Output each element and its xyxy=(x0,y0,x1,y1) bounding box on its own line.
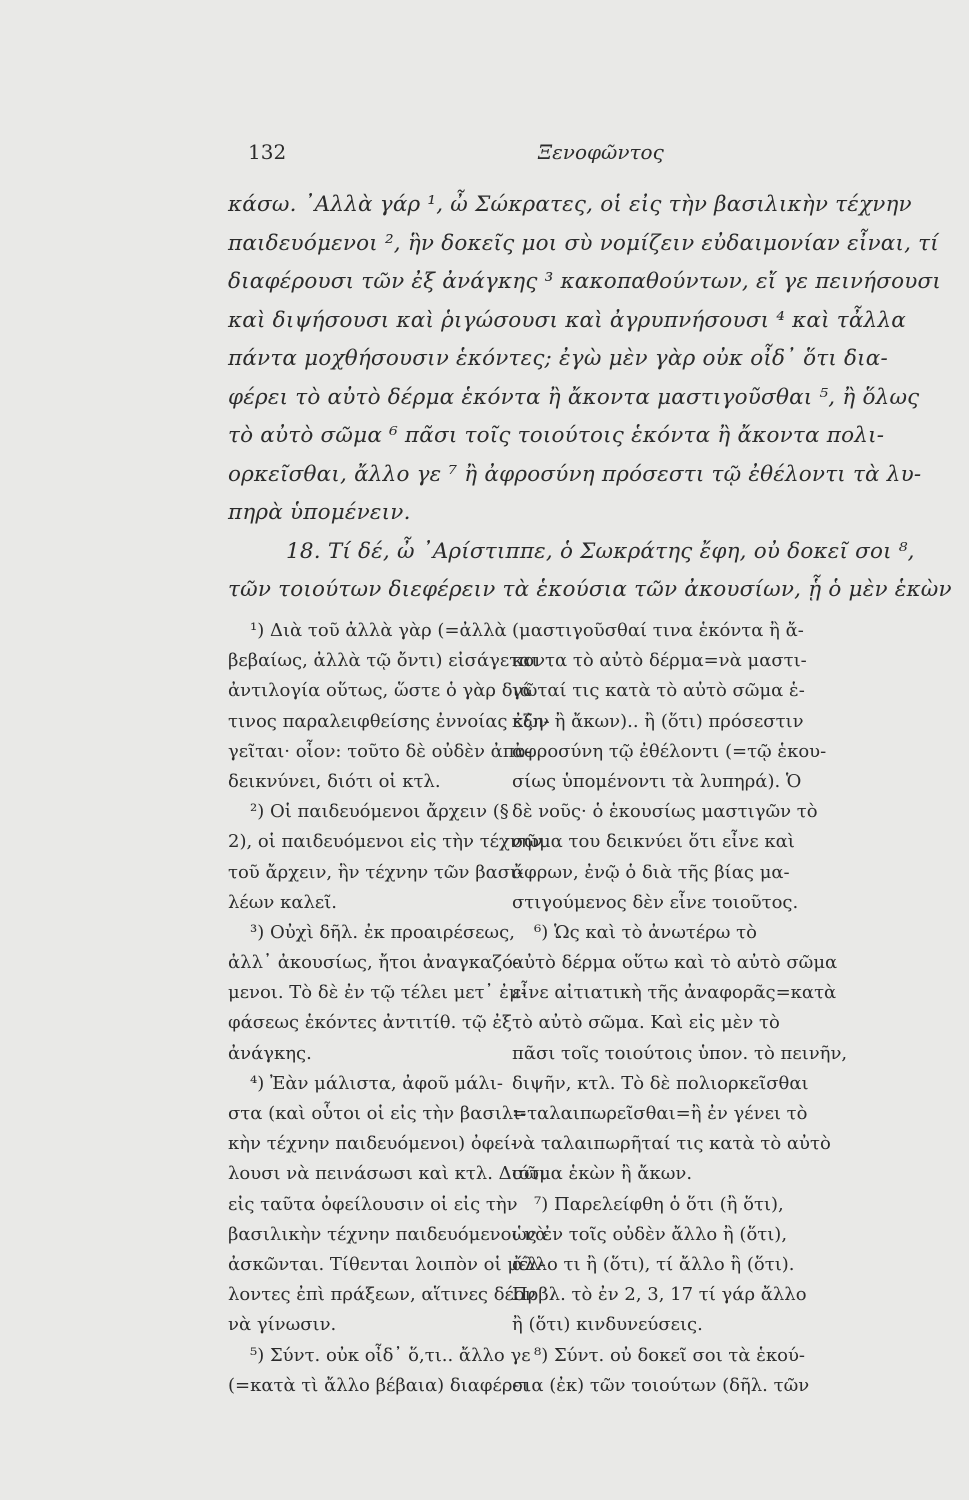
footnote-line: ἀσκῶνται. Τίθενται λοιπὸν οἱ μέλ- xyxy=(228,1253,546,1275)
footnote-line: κὼν ἢ ἄκων).. ἢ (ὅτι) πρόσεστιν xyxy=(512,710,804,732)
footnote-line: λοντες ἐπὶ πράξεων, αἵτινες δέον xyxy=(228,1284,536,1306)
footnote-line: Πρβλ. τὸ ἐν 2, 3, 17 τί γάρ ἄλλο xyxy=(512,1284,807,1306)
footnote-line: ἄφρων, ἐνῷ ὁ διὰ τῆς βίας μα- xyxy=(512,861,790,883)
footnote-4: ⁴) Ἐὰν μάλιστα, ἀφοῦ μάλι- xyxy=(250,1072,503,1094)
footnote-line: μενοι. Τὸ δὲ ἐν τῷ τέλει μετ᾿ ἐμ- xyxy=(228,982,527,1004)
page-header xyxy=(248,140,718,174)
footnote-line: λέων καλεῖ. xyxy=(228,891,337,913)
footnote-line: ὡς ἐν τοῖς οὐδὲν ἄλλο ἢ (ὅτι), xyxy=(512,1223,788,1245)
footnote-line: κὴν τέχνην παιδευόμενοι) ὀφεί- xyxy=(228,1133,517,1155)
text-line: παιδευόμενοι ², ἣν δοκεῖς μοι σὺ νομίζειν εὐδαιμονίαν εἶναι, τί xyxy=(228,230,939,256)
footnote-line: ἀνάγκης. xyxy=(228,1042,312,1064)
footnote-line: σῶμα ἑκὼν ἢ ἄκων. xyxy=(512,1163,693,1185)
main-text xyxy=(228,186,952,610)
footnote-line: νὰ γίνωσιν. xyxy=(228,1314,337,1336)
footnote-line: λουσι νὰ πεινάσωσι καὶ κτλ. Διότι xyxy=(228,1163,547,1185)
text-line: φέρει τὸ αὐτὸ δέρμα ἑκόντα ἢ ἄκοντα μαστιγοῦσθαι ⁵, ἢ ὅλως xyxy=(228,384,920,410)
footnote-line: βεβαίως, ἀλλὰ τῷ ὄντι) εἰσάγεται xyxy=(228,650,539,672)
footnote-line: διψῆν, κτλ. Τὸ δὲ πολιορκεῖσθαι xyxy=(512,1072,809,1094)
footnote-5: ⁵) Σύντ. οὐκ οἶδ᾿ ὅ,τι.. ἄλλο γε xyxy=(250,1344,531,1366)
footnote-line: σια (ἐκ) τῶν τοιούτων (δῆλ. τῶν xyxy=(512,1374,810,1396)
footnote-line: εἶνε αἰτιατικὴ τῆς ἀναφορᾶς=κατὰ xyxy=(512,982,837,1004)
footnotes-left-column xyxy=(228,616,550,1401)
footnote-line: τινος παραλειφθείσης ἐννοίας ἐξη- xyxy=(228,710,550,732)
text-line: ορκεῖσθαι, ἄλλο γε ⁷ ἢ ἀφροσύνη πρόσεστι τῷ ἐθέλοντι τὰ λυ- xyxy=(228,461,922,487)
footnote-line: κοντα τὸ αὐτὸ δέρμα=νὰ μαστι- xyxy=(512,650,807,672)
footnote-line: τὸ αὐτὸ σῶμα. Καὶ εἰς μὲν τὸ xyxy=(512,1012,780,1034)
footnote-6: ⁶) Ὡς καὶ τὸ ἀνωτέρω τὸ xyxy=(534,921,757,943)
text-line: τῶν τοιούτων διεφέρειν τὰ ἑκούσια τῶν ἀκουσίων, ᾗ ὁ μὲν ἑκὼν xyxy=(228,577,952,602)
footnote-line: =ταλαιπωρεῖσθαι=ἢ ἐν γένει τὸ xyxy=(512,1103,808,1124)
text-line: κάσω. ᾿Αλλὰ γάρ ¹, ὦ Σώκρατες, οἱ εἰς τὴν βασιλικὴν τέχνην xyxy=(228,192,912,217)
footnote-line: φάσεως ἑκόντες ἀντιτίθ. τῷ ἐξ xyxy=(228,1012,512,1034)
footnote-line: δεικνύνει, διότι οἱ κτλ. xyxy=(228,770,441,792)
footnote-line: ἄλλο τι ἢ (ὅτι), τί ἄλλο ἢ (ὅτι). xyxy=(512,1253,795,1275)
footnotes-right-column xyxy=(512,616,848,1401)
footnote-3: ³) Οὐχὶ δῆλ. ἐκ προαιρέσεως, xyxy=(250,921,515,943)
running-title: Ξενοφῶντος xyxy=(538,140,664,164)
footnote-1: ¹) Διὰ τοῦ ἀλλὰ γὰρ (=ἀλλὰ xyxy=(250,620,507,641)
footnote-line: (μαστιγοῦσθαί τινα ἑκόντα ἢ ἄ- xyxy=(512,620,804,641)
footnote-line: (=κατὰ τὶ ἄλλο βέβαια) διαφέρει xyxy=(228,1374,529,1396)
footnote-line: ἢ (ὅτι) κινδυνεύσεις. xyxy=(512,1314,703,1336)
text-line: πάντα μοχθήσουσιν ἑκόντες; ἐγὼ μὲν γὰρ οὐκ οἶδ᾿ ὅτι δια- xyxy=(228,346,888,371)
footnote-line: στα (καὶ οὗτοι οἱ εἰς τὴν βασιλι- xyxy=(228,1103,527,1124)
footnote-line: ἀφροσύνη τῷ ἐθέλοντι (=τῷ ἑκου- xyxy=(512,740,827,762)
footnote-line: στιγούμενος δὲν εἶνε τοιοῦτος. xyxy=(512,891,799,913)
footnote-line: πᾶσι τοῖς τοιούτοις ὑπον. τὸ πεινῆν, xyxy=(512,1042,848,1064)
text-line: καὶ διψήσουσι καὶ ῥιγώσουσι καὶ ἀγρυπνήσουσι ⁴ καὶ τἆλλα xyxy=(228,307,906,333)
footnote-line: σῶμα του δεικνύει ὅτι εἶνε καὶ xyxy=(512,831,795,853)
footnote-line: ἀλλ᾿ ἀκουσίως, ἤτοι ἀναγκαζό- xyxy=(228,952,519,974)
footnote-line: γῶταί τις κατὰ τὸ αὐτὸ σῶμα ἑ- xyxy=(512,680,805,702)
footnote-line: σίως ὑπομένοντι τὰ λυπηρά). Ὁ xyxy=(512,770,802,792)
text-line: τὸ αὐτὸ σῶμα ⁶ πᾶσι τοῖς τοιούτοις ἑκόντα ἢ ἄκοντα πολι- xyxy=(228,423,885,448)
page-number: 132 xyxy=(248,140,287,164)
section-18-start: 18. Τί δέ, ὦ ᾿Αρίστιππε, ὁ Σωκράτης ἔφη, οὐ δοκεῖ σοι ⁸, xyxy=(286,538,915,564)
footnote-line: εἰς ταῦτα ὀφείλουσιν οἱ εἰς τὴν xyxy=(228,1193,518,1215)
footnote-2: ²) Οἱ παιδευόμενοι ἄρχειν (§ xyxy=(250,801,509,823)
text-line: διαφέρουσι τῶν ἐξ ἀνάγκης ³ κακοπαθούντων, εἴ γε πεινήσουσι xyxy=(228,269,942,294)
text-line: πηρὰ ὑπομένειν. xyxy=(228,500,411,525)
footnote-line: νὰ ταλαιπωρῆταί τις κατὰ τὸ αὐτὸ xyxy=(512,1133,831,1155)
footnote-8: ⁸) Σύντ. οὐ δοκεῖ σοι τὰ ἑκού- xyxy=(534,1344,806,1366)
footnote-line: 2), οἱ παιδευόμενοι εἰς τὴν τέχνην xyxy=(228,831,543,853)
footnote-7: ⁷) Παρελείφθη ὁ ὅτι (ἢ ὅτι), xyxy=(534,1193,784,1215)
footnote-line: ἀντιλογία οὕτως, ὥστε ὁ γὰρ διά xyxy=(228,680,532,702)
footnote-line: δὲ νοῦς· ὁ ἑκουσίως μαστιγῶν τὸ xyxy=(512,801,818,823)
footnote-line: τοῦ ἄρχειν, ἣν τέχνην τῶν βασι- xyxy=(228,861,524,883)
footnote-line: βασιλικὴν τέχνην παιδευόμενοι νὰ xyxy=(228,1223,548,1245)
footnote-line: γεῖται· οἷον: τοῦτο δὲ οὐδὲν ἀπο- xyxy=(228,740,532,762)
footnote-line: αὐτὸ δέρμα οὕτω καὶ τὸ αὐτὸ σῶμα xyxy=(512,952,838,974)
